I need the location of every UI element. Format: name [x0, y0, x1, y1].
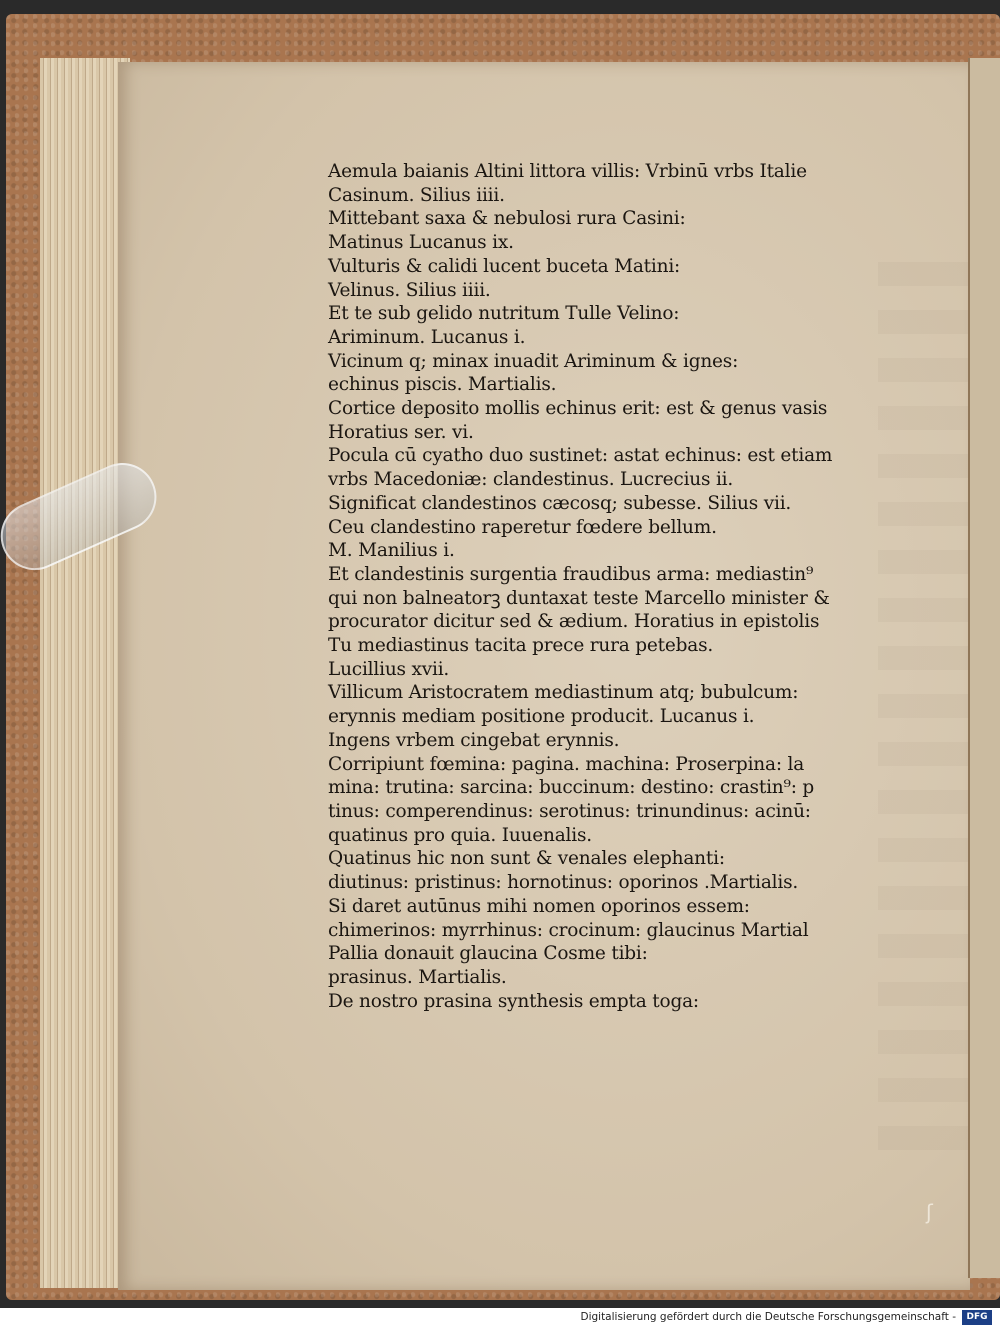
text-line: Vulturis & calidi lucent buceta Matini: [328, 255, 681, 277]
text-line: Ariminum. Lucanus i. [328, 326, 526, 348]
text-line: qui non balneatorꝫ duntaxat teste Marcello minister & [328, 587, 830, 609]
footer-credit: Digitalisierung gefördert durch die Deutsche Forschungsgemeinschaft - [580, 1311, 956, 1323]
text-line: Lucillius xvii. [328, 658, 450, 680]
text-line: Significat clandestinos cæcosq; subesse. Silius vii. [328, 492, 792, 514]
text-line: Pocula cū cyatho duo sustinet: astat echinus: est etiam [328, 445, 833, 467]
text-line: Si daret autūnus mihi nomen oporinos essem: [328, 895, 750, 917]
text-line: Et clandestinis surgentia fraudibus arma: mediastin⁹ [328, 563, 814, 585]
text-line: Matinus Lucanus ix. [328, 232, 514, 254]
text-line: quatinus pro quia. Iuuenalis. [328, 824, 592, 846]
text-line: Mittebant saxa & nebulosi rura Casini: [328, 208, 686, 230]
text-line: Pallia donauit glaucina Cosme tibi: [328, 943, 648, 965]
text-line: prasinus. Martialis. [328, 966, 507, 988]
text-line: vrbs Macedoniæ: clandestinus. Lucrecius ii. [328, 469, 734, 491]
text-line: Casinum. Silius iiii. [328, 184, 505, 206]
text-line: M. Manilius i. [328, 540, 455, 562]
text-line: Aemula baianis Altini littora villis: Vrbinū vrbs Italie [328, 161, 807, 182]
text-line: Tu mediastinus tacita prece rura petebas. [328, 635, 714, 657]
text-line: Ceu clandestino raperetur fœdere bellum. [328, 516, 717, 538]
text-line: Villicum Aristocratem mediastinum atq; bubulcum: [328, 682, 799, 704]
pencil-mark: ʃ [926, 1200, 933, 1224]
text-line: diutinus: pristinus: hornotinus: oporinos .Martialis. [328, 872, 799, 894]
dfg-logo: DFG [962, 1310, 992, 1325]
text-line: tinus: comperendinus: serotinus: trinundinus: acinū: [328, 800, 811, 822]
text-line: erynnis mediam positione producit. Lucanus i. [328, 706, 755, 728]
text-line: Vicinum q; minax inuadit Ariminum & ignes: [328, 350, 739, 372]
text-line: chimerinos: myrrhinus: crocinum: glaucinus Martial [328, 919, 809, 941]
text-line: Velinus. Silius iiii. [328, 279, 491, 301]
text-line: Quatinus hic non sunt & venales elephanti: [328, 848, 725, 870]
text-line: Corripiunt fœmina: pagina. machina: Proserpina: la [328, 753, 805, 775]
page-edge-stack [40, 58, 130, 1288]
text-line: echinus piscis. Martialis. [328, 374, 557, 396]
text-line: Ingens vrbem cingebat erynnis. [328, 729, 620, 751]
text-line: mina: trutina: sarcina: buccinum: destino: crastin⁹: p [328, 777, 815, 799]
text-line: De nostro prasina synthesis empta toga: [328, 990, 699, 1012]
text-line: Horatius ser. vi. [328, 421, 474, 443]
page-text [328, 160, 888, 1080]
footer-bar [0, 1308, 1000, 1328]
facing-page-edge [968, 58, 1000, 1278]
text-line: Et te sub gelido nutritum Tulle Velino: [328, 303, 680, 325]
text-line: procurator dicitur sed & ædium. Horatius in epistolis [328, 611, 820, 633]
text-line: Cortice deposito mollis echinus erit: est & genus vasis [328, 398, 828, 420]
